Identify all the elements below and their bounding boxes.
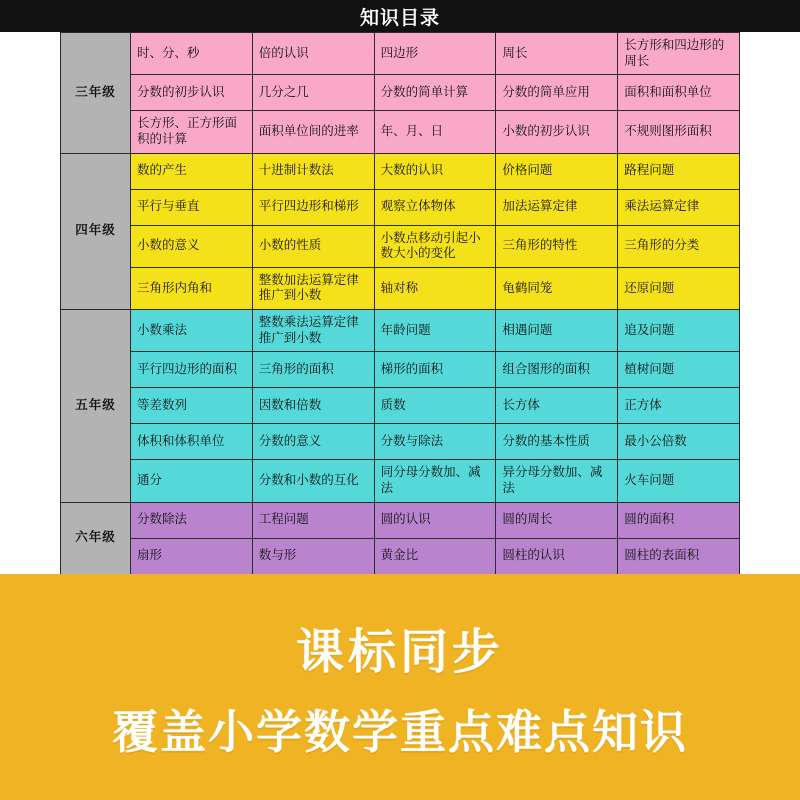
topic-cell[interactable]: 倍的认识 [252,33,374,75]
topic-cell[interactable]: 观察立体物体 [374,189,496,225]
topic-cell[interactable]: 加法运算定律 [496,189,618,225]
topic-cell[interactable]: 分数与除法 [374,424,496,460]
topic-cell[interactable]: 正方体 [618,388,740,424]
topic-cell[interactable]: 面积和面积单位 [618,75,740,111]
grade-label-cell: 四年级 [61,153,131,310]
topic-cell[interactable]: 小数的初步认识 [496,111,618,153]
grade-label-cell: 六年级 [61,502,131,574]
topic-cell[interactable]: 分数和小数的互化 [252,460,374,502]
topic-cell[interactable]: 质数 [374,388,496,424]
topic-cell[interactable]: 圆的面积 [618,502,740,538]
promo-banner [0,574,800,800]
topic-cell[interactable]: 追及问题 [618,310,740,352]
page-title-bar [0,0,800,32]
catalog-table-wrap [0,32,800,575]
topic-cell[interactable]: 三角形内角和 [131,267,253,309]
topic-cell[interactable]: 长方形和四边形的周长 [618,33,740,75]
topic-cell[interactable]: 不规则图形面积 [618,111,740,153]
grade-label-cell: 三年级 [61,33,131,154]
table-row [61,153,740,189]
topic-cell[interactable]: 体积和体积单位 [131,424,253,460]
table-row [61,352,740,388]
topic-cell[interactable]: 十进制计数法 [252,153,374,189]
topic-cell[interactable]: 因数和倍数 [252,388,374,424]
catalog-table [60,32,740,575]
table-row [61,460,740,502]
promo-headline: 课标同步 [295,625,504,679]
page-title: 知识目录 [359,7,440,29]
topic-cell[interactable]: 长方体 [496,388,618,424]
topic-cell[interactable]: 整数加法运算定律推广到小数 [252,267,374,309]
table-row [61,75,740,111]
topic-cell[interactable]: 数的产生 [131,153,253,189]
table-row [61,189,740,225]
table-row [61,225,740,267]
topic-cell[interactable]: 火车问题 [618,460,740,502]
table-row [61,538,740,574]
topic-cell[interactable]: 分数的简单计算 [374,75,496,111]
topic-cell[interactable]: 最小公倍数 [618,424,740,460]
topic-cell[interactable]: 扇形 [131,538,253,574]
topic-cell[interactable]: 乘法运算定律 [618,189,740,225]
topic-cell[interactable]: 几分之几 [252,75,374,111]
promo-subheadline: 覆盖小学数学重点难点知识 [112,705,688,758]
topic-cell[interactable]: 大数的认识 [374,153,496,189]
topic-cell[interactable]: 圆柱的认识 [496,538,618,574]
topic-cell[interactable]: 价格问题 [496,153,618,189]
topic-cell[interactable]: 年龄问题 [374,310,496,352]
topic-cell[interactable]: 等差数列 [131,388,253,424]
topic-cell[interactable]: 同分母分数加、减法 [374,460,496,502]
table-row [61,502,740,538]
table-row [61,267,740,309]
topic-cell[interactable]: 黄金比 [374,538,496,574]
topic-cell[interactable]: 数与形 [252,538,374,574]
grade-label-cell: 五年级 [61,310,131,503]
topic-cell[interactable]: 面积单位间的进率 [252,111,374,153]
topic-cell[interactable]: 梯形的面积 [374,352,496,388]
table-row [61,33,740,75]
topic-cell[interactable]: 分数的基本性质 [496,424,618,460]
table-row [61,424,740,460]
topic-cell[interactable]: 四边形 [374,33,496,75]
topic-cell[interactable]: 周长 [496,33,618,75]
topic-cell[interactable]: 三角形的面积 [252,352,374,388]
topic-cell[interactable]: 还原问题 [618,267,740,309]
topic-cell[interactable]: 通分 [131,460,253,502]
topic-cell[interactable]: 平行四边形和梯形 [252,189,374,225]
topic-cell[interactable]: 圆的周长 [496,502,618,538]
topic-cell[interactable]: 分数的意义 [252,424,374,460]
topic-cell[interactable]: 组合图形的面积 [496,352,618,388]
topic-cell[interactable]: 三角形的特性 [496,225,618,267]
topic-cell[interactable]: 整数乘法运算定律推广到小数 [252,310,374,352]
topic-cell[interactable]: 小数点移动引起小数大小的变化 [374,225,496,267]
topic-cell[interactable]: 时、分、秒 [131,33,253,75]
topic-cell[interactable]: 轴对称 [374,267,496,309]
topic-cell[interactable]: 分数除法 [131,502,253,538]
topic-cell[interactable]: 圆柱的表面积 [618,538,740,574]
topic-cell[interactable]: 平行四边形的面积 [131,352,253,388]
table-row [61,310,740,352]
topic-cell[interactable]: 分数的简单应用 [496,75,618,111]
table-row [61,388,740,424]
topic-cell[interactable]: 平行与垂直 [131,189,253,225]
topic-cell[interactable]: 圆的认识 [374,502,496,538]
catalog-table-body [61,33,740,575]
table-row [61,111,740,153]
topic-cell[interactable]: 分数的初步认识 [131,75,253,111]
topic-cell[interactable]: 路程问题 [618,153,740,189]
topic-cell[interactable]: 小数的性质 [252,225,374,267]
topic-cell[interactable]: 相遇问题 [496,310,618,352]
topic-cell[interactable]: 长方形、正方形面积的计算 [131,111,253,153]
topic-cell[interactable]: 龟鹤同笼 [496,267,618,309]
topic-cell[interactable]: 异分母分数加、减法 [496,460,618,502]
topic-cell[interactable]: 小数的意义 [131,225,253,267]
topic-cell[interactable]: 三角形的分类 [618,225,740,267]
topic-cell[interactable]: 工程问题 [252,502,374,538]
topic-cell[interactable]: 植树问题 [618,352,740,388]
topic-cell[interactable]: 小数乘法 [131,310,253,352]
topic-cell[interactable]: 年、月、日 [374,111,496,153]
